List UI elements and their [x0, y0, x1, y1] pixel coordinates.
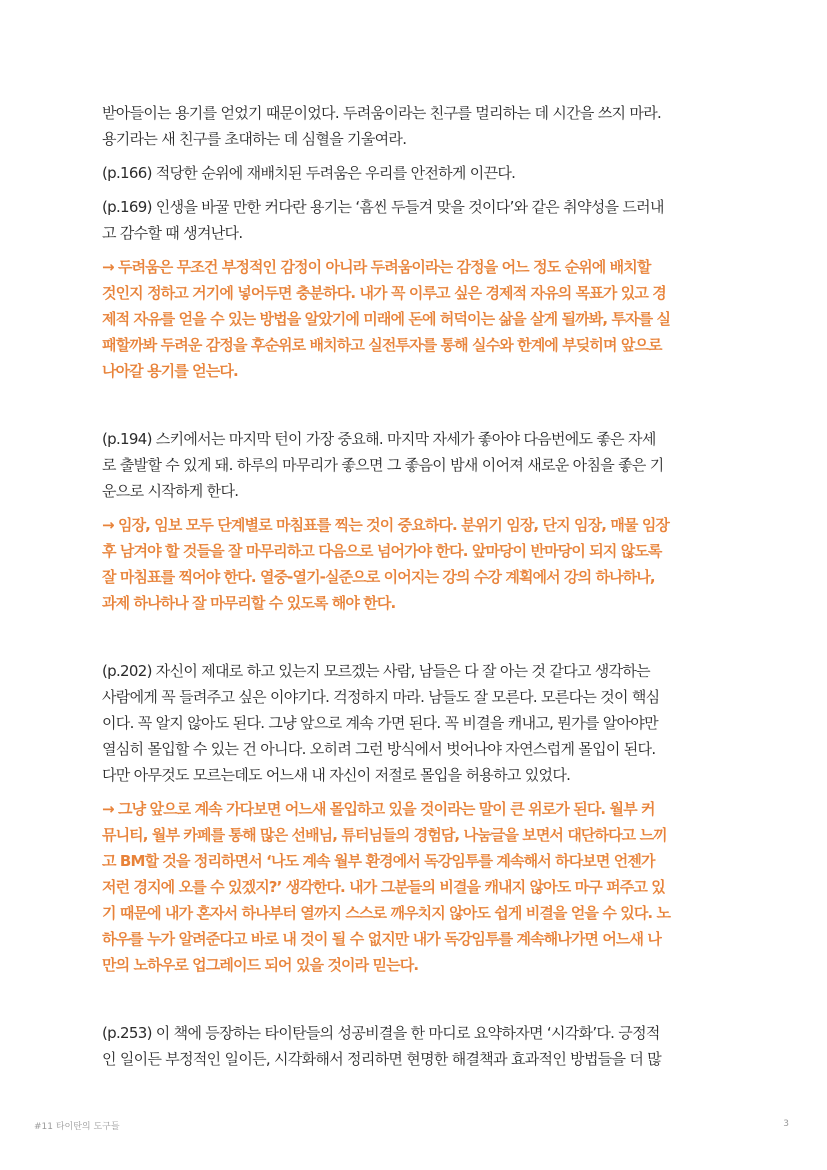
text-line: 받아들이는 용기를 얻었기 때문이었다. 두려움이라는 친구를 멀리하는 데 시간을 쓰지 마라.: [102, 104, 662, 122]
text-line: → 임장, 임보 모두 단계별로 마침표를 찍는 것이 중요하다. 분위기 임장, 단지 임장, 매물 임장: [102, 516, 670, 534]
quote-p169: [102, 194, 726, 246]
text-line: 잘 마침표를 찍어야 한다. 열중-열기-실준으로 이어지는 강의 수강 계획에서 강의 하나하나,: [102, 568, 655, 586]
quote-p194: [102, 426, 726, 504]
text-line: 로 출발할 수 있게 돼. 하루의 마무리가 좋으면 그 좋음이 밤새 이어져 새로운 아침을 좋은 기: [102, 456, 664, 474]
text-line: 열심히 몰입할 수 있는 건 아니다. 오히려 그런 방식에서 벗어나야 자연스럽게 몰입이 된다.: [102, 740, 656, 758]
text-line: 고 BM할 것을 정리하면서 ‘나도 계속 월부 환경에서 독강임투를 계속해서 하다보면 언젠가: [102, 852, 655, 870]
text-line: 제적 자유를 얻을 수 있는 방법을 알았기에 미래에 돈에 허덕이는 삶을 살게 될까봐, 투자를 실: [102, 310, 671, 328]
text-line: 패할까봐 두려운 감정을 후순위로 배치하고 실전투자를 통해 실수와 한계에 부딪히며 앞으로: [102, 336, 662, 354]
text-line: → 그냥 앞으로 계속 가다보면 어느새 몰입하고 있을 것이라는 말이 큰 위로가 된다. 월부 커: [102, 800, 655, 818]
paragraph-intro: [102, 100, 726, 152]
text-line: 후 남겨야 할 것들을 잘 마무리하고 다음으로 넘어가야 한다. 앞마당이 반마당이 되지 않도록: [102, 542, 662, 560]
text-line: (p.169) 인생을 바꿀 만한 커다란 용기는 ‘흠씬 두들겨 맞을 것이다’와 같은 취약성을 드러내: [102, 198, 664, 216]
quote-p166: [102, 160, 726, 186]
text-line: 인 일이든 부정적인 일이든, 시각화해서 정리하면 현명한 해결책과 효과적인 방법들을 더 많: [102, 1050, 662, 1068]
text-line: (p.194) 스키에서는 마지막 턴이 가장 중요해. 마지막 자세가 좋아야 다음번에도 좋은 자세: [102, 430, 656, 448]
quote-p202: [102, 658, 726, 788]
text-line: 기 때문에 내가 혼자서 하나부터 열까지 스스로 깨우치지 않아도 쉽게 비결을 얻을 수 있다. 노: [102, 904, 671, 922]
reflection-note-1: [102, 254, 726, 384]
text-line: 하우를 누가 알려준다고 바로 내 것이 될 수 없지만 내가 독강임투를 계속해나가면 어느새 나: [102, 930, 662, 948]
text-line: 고 감수할 때 생겨난다.: [102, 224, 243, 242]
footer-page-number: 3: [783, 1119, 789, 1129]
text-line: 만의 노하우로 업그레이드 되어 있을 것이라 믿는다.: [102, 956, 419, 974]
text-line: (p.253) 이 책에 등장하는 타이탄들의 성공비결을 한 마디로 요약하자면 ‘시각화’다. 긍정적: [102, 1024, 660, 1042]
reflection-note-2: [102, 512, 726, 616]
text-line: (p.202) 자신이 제대로 하고 있는지 모르겠는 사람, 남들은 다 잘 아는 것 같다고 생각하는: [102, 662, 650, 680]
text-line: 뮤니티, 월부 카페를 통해 많은 선배님, 튜터님들의 경험담, 나눔글을 보면서 대단하다고 느끼: [102, 826, 667, 844]
text-line: 운으로 시작하게 한다.: [102, 482, 239, 500]
text-line: → 두려움은 무조건 부정적인 감정이 아니라 두려움이라는 감정을 어느 정도 순위에 배치할: [102, 258, 651, 276]
reflection-note-3: [102, 796, 726, 978]
document-body: [102, 100, 726, 1072]
text-line: 저런 경지에 오를 수 있겠지?’ 생각한다. 내가 그분들의 비결을 캐내지 않아도 마구 퍼주고 있: [102, 878, 665, 896]
text-line: 이다. 꼭 알지 않아도 된다. 그냥 앞으로 계속 가면 된다. 꼭 비결을 캐내고, 뭔가를 알아야만: [102, 714, 658, 732]
text-line: 과제 하나하나 잘 마무리할 수 있도록 해야 한다.: [102, 594, 396, 612]
text-line: 나아갈 용기를 얻는다.: [102, 362, 238, 380]
footer-document-title: #11 타이탄의 도구들: [34, 1122, 120, 1132]
text-line: 용기라는 새 친구를 초대하는 데 심혈을 기울여라.: [102, 130, 407, 148]
quote-p253: [102, 1020, 726, 1072]
text-line: 다만 아무것도 모르는데도 어느새 내 자신이 저절로 몰입을 허용하고 있었다.: [102, 766, 571, 784]
text-line: (p.166) 적당한 순위에 재배치된 두려움은 우리를 안전하게 이끈다.: [102, 164, 516, 182]
text-line: 것인지 정하고 거기에 넣어두면 충분하다. 내가 꼭 이루고 싶은 경제적 자유의 목표가 있고 경: [102, 284, 666, 302]
text-line: 사람에게 꼭 들려주고 싶은 이야기다. 걱정하지 마라. 남들도 잘 모른다. 모른다는 것이 핵심: [102, 688, 660, 706]
